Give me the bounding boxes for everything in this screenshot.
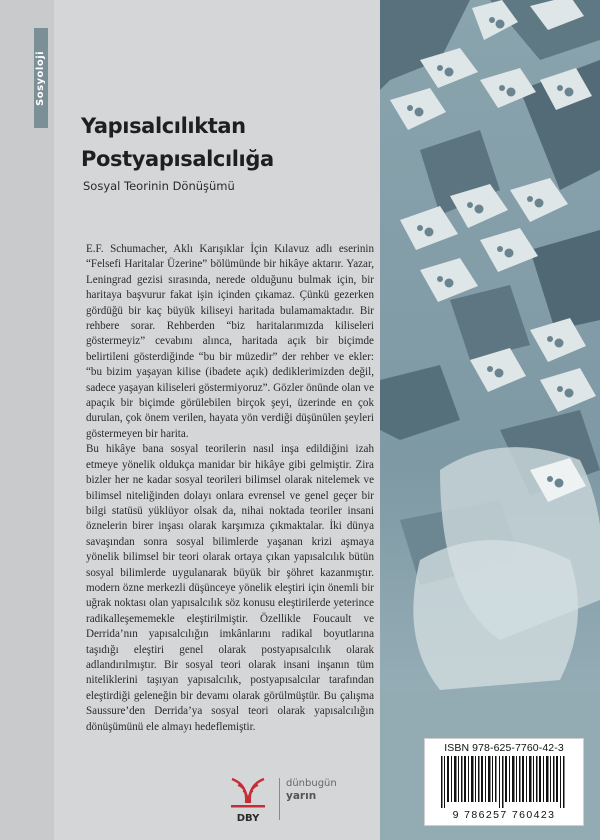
book-title-line-2: Postyapısalcılığa [81, 147, 274, 171]
isbn-label: ISBN 978-625-7760-42-3 [444, 742, 564, 754]
book-subtitle: Sosyal Teorinin Dönüşümü [83, 179, 235, 193]
series-label: Sosyoloji [35, 50, 46, 106]
blurb-paragraph: E.F. Schumacher, Aklı Karışıklar İçin Kılavuz adlı eserinin “Felsefi Haritalar Üzerine” bölümünde bir hikâye aktarır. Yazar, Leningrad gezisi sırasında, nerede olduğunu bulmak için, bir haritaya başvurur fakat işin içinden çıkamaz. Çünkü gezerken gördüğü bir kaç büyük kiliseyi haritada bulamamaktadır. Bir rehbere sorar. Rehberden “biz haritalarımızda kiliseleri göstermeyiz” cevabını alınca, haritada açık bir biçimde belirtileni gösterdiğinde “bu bir müzedir” der rehber ve ekler: “bu bizim yaşayan kilise (ibadete açık) dediklerimizden değil, sadece yaşayan kiliseleri göstermiyoruz”. Gözler önünde olan ve apaçık bir biçimde görülebilen birçok şeyi, üzerinde en çok durulan, çok önem verilen, hayata yön verdiği düşünülen şeyleri göstermeyen bir harita. [86, 243, 374, 440]
barcode-number: 9 786257 760423 [452, 809, 556, 821]
logo-divider [279, 778, 280, 820]
blurb-text [86, 242, 374, 735]
barcode [439, 756, 569, 808]
publisher-logo [226, 775, 270, 831]
book-title-line-1: Yapısalcılıktan [81, 114, 246, 138]
publisher-name-line-2: yarın [286, 790, 317, 802]
isbn-barcode-box [424, 738, 584, 826]
blurb-paragraph: Bu hikâye bana sosyal teorilerin nasıl inşa edildiğini izah etmeye yönelik oldukça manidar bir hikâye gibi gelmiştir. Zira bizler her ne kadar sosyal teorileri bilimsel olarak nitelemek ve bilimsel niteliğinden dolayı onlara evrensel ve genel geçer bir bilgi statüsü yüklüyor olsak da, nihai noktada teoriler insani öznelerin birer inşası olarak karşımıza çıkmaktalar. İki dünya savaşından sonra sosyal bilimlerde yaşanan krizi aşmaya yönelik bilimsel bir teori olarak ortaya çıkan yapısalcılık bütün sosyal bilimlerde uygulanarak büyük bir şöhret kazanmıştır. modern özne merkezli düşünceye yönelik eleştiri için önemli bir uğrak noktası olan yapısalcılık söz konusu eleştirilerde yeterince radikalleşememekle eleştirilmiştir. Özellikle Foucault ve Derrida’nın yapısalcılığın imkânlarını radikal boyutlarına taşıdığı eleştiri genel olarak postyapısalcılık olarak adlandırılmıştır. Bir sosyal teori olarak insani inşanın tüm niteliklerini taşıyan yapısalcılık, postyapısalcılar tarafından eleştirdiği geleneğin bir devamı olarak görülmüştür. Bu çalışma Saussure’den Derrida’ya sosyal teori olarak yapısalcılığın dönüşümünü ele almayı hedeflemiştir. [86, 443, 374, 733]
publisher-logo-text: DBY [236, 813, 260, 824]
book-title [81, 110, 381, 176]
publisher-name-line-1: dünbugün [286, 778, 337, 789]
